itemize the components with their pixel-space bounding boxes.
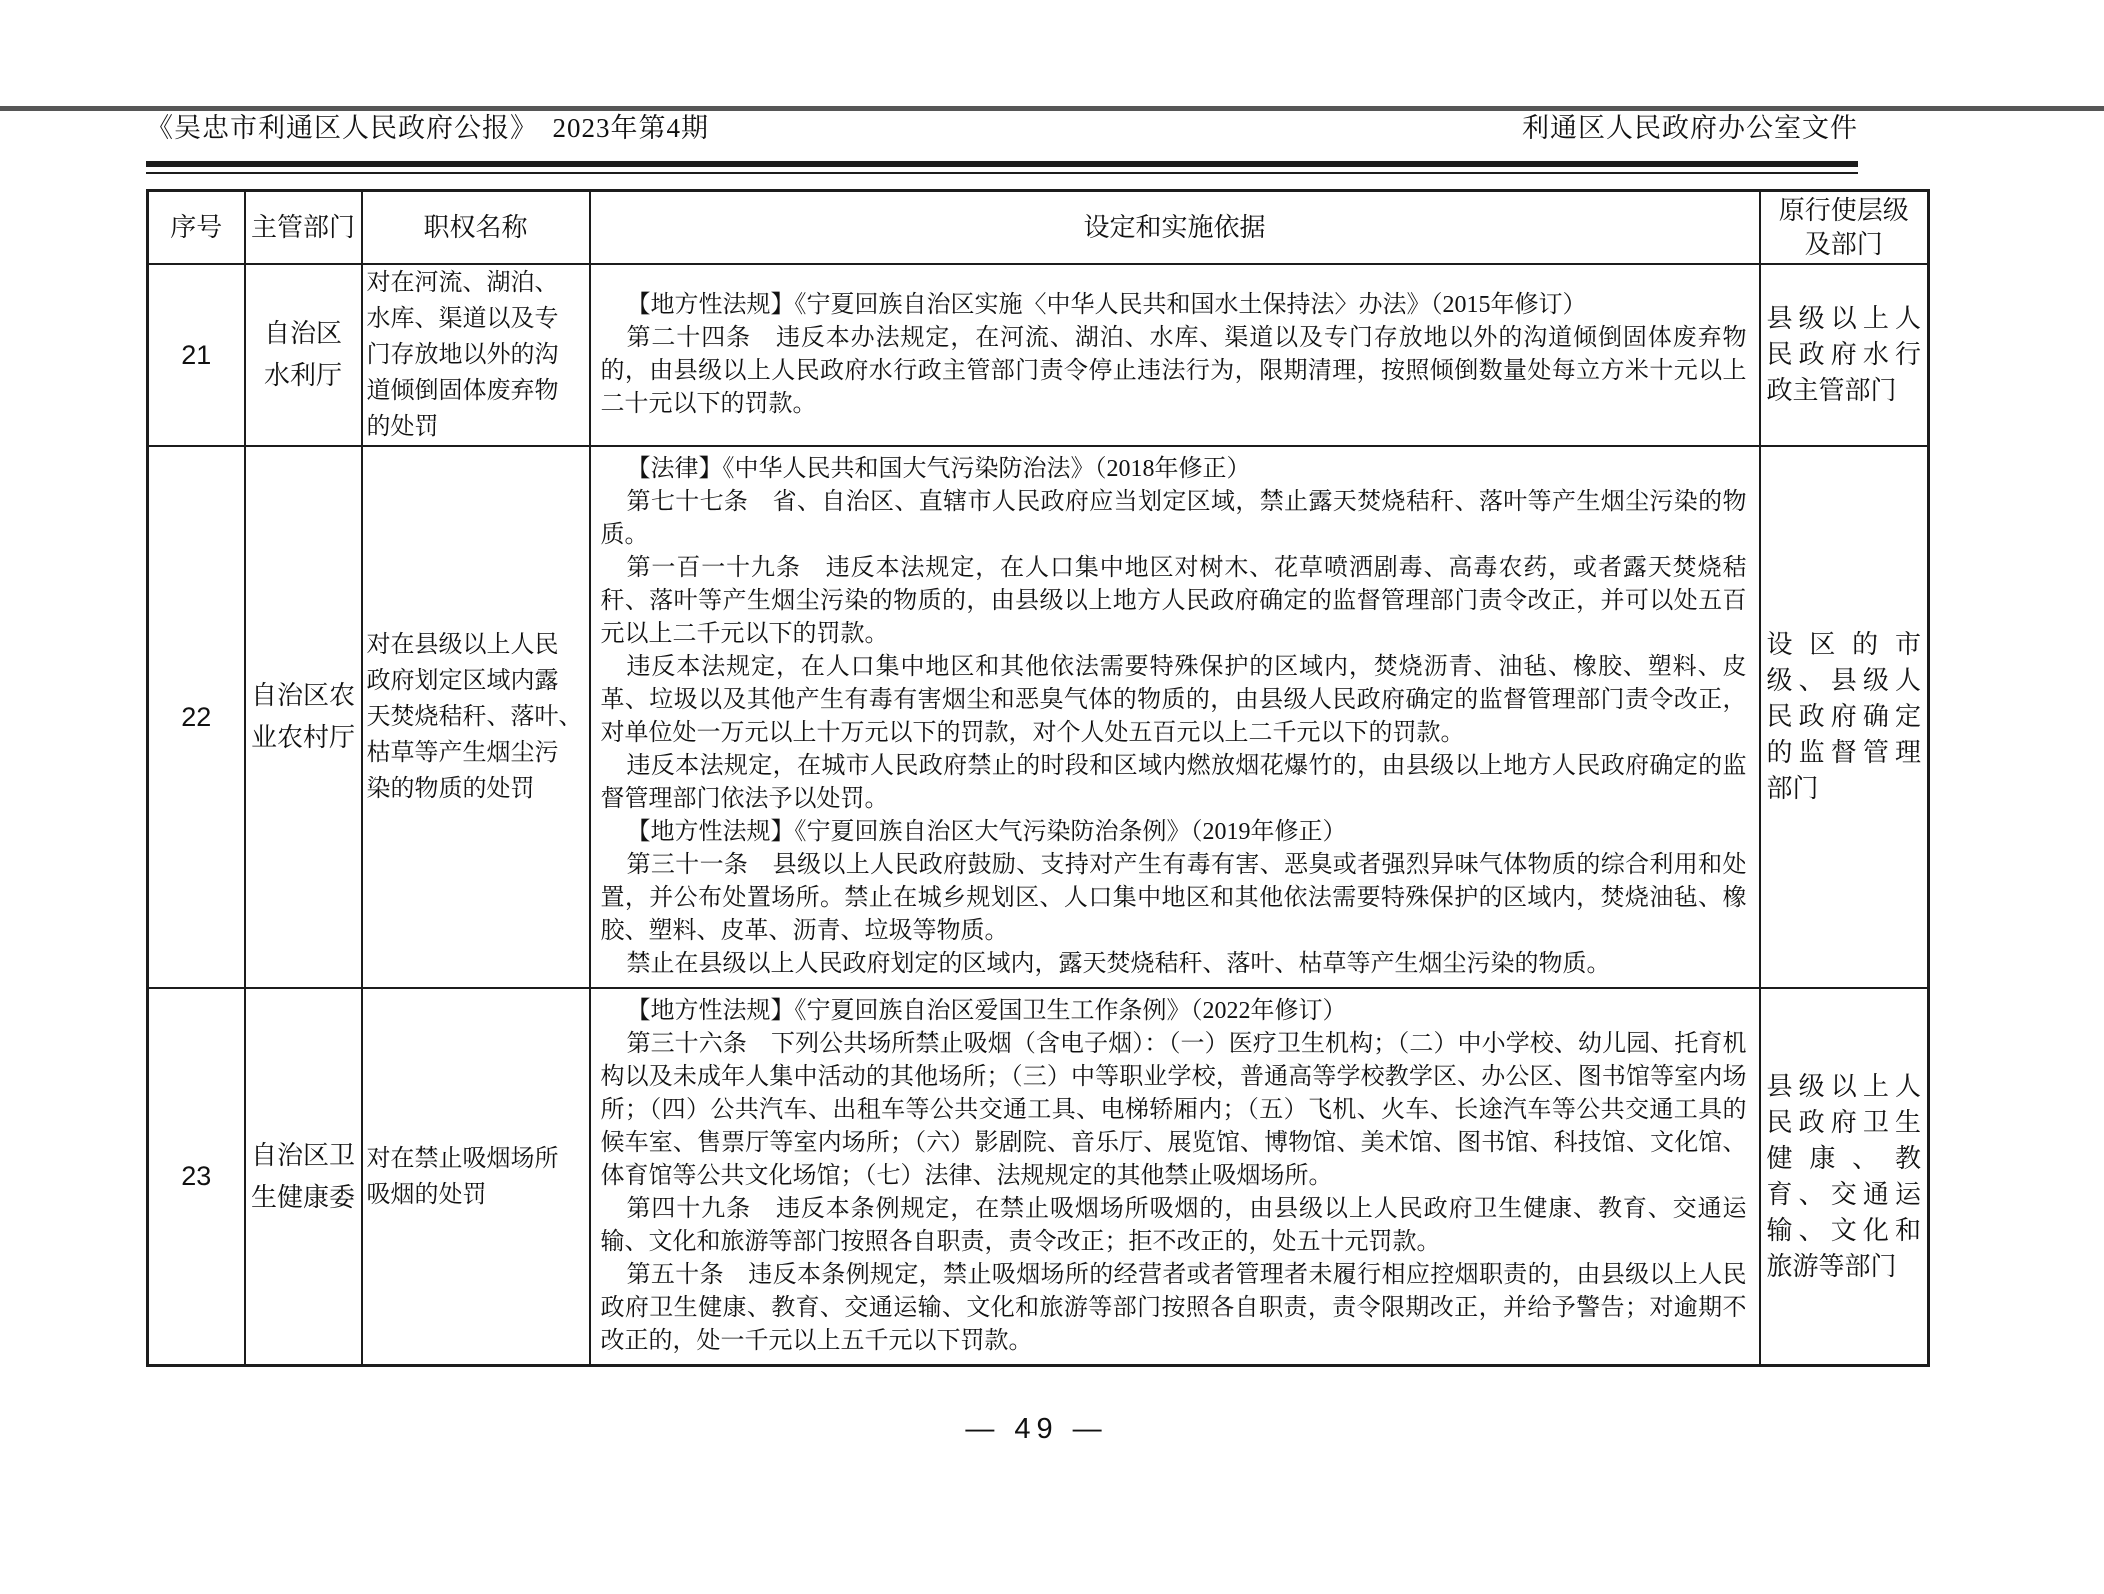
basis-paragraph: 【地方性法规】《宁夏回族自治区大气污染防治条例》（2019年修正）: [626, 819, 1347, 845]
row-department: 自治区 水利厅: [245, 264, 362, 446]
table-row: [148, 446, 1929, 988]
basis-paragraph: 第三十一条 县级以上人民政府鼓励、支持对产生有毒有害、恶臭或者强烈异味气体物质的综合利用和处置，并公布处置场所。禁止在城乡规划区、人口集中地区和其他依法需要特殊保护的区域内，焚烧油毡、橡胶、塑料、皮革、沥青、垃圾等物质。: [600, 852, 1747, 944]
column-header-original-level: 原行使层级 及部门: [1760, 191, 1929, 265]
header-divider-thin-line: [146, 172, 1858, 174]
page-number: — 49 —: [965, 1413, 1108, 1445]
row-department: 自治区农 业农村厅: [245, 446, 362, 988]
header-divider: [146, 161, 1858, 174]
basis-paragraph: 违反本法规定，在城市人民政府禁止的时段和区域内燃放烟花爆竹的，由县级以上地方人民政府确定的监督管理部门依法予以处罚。: [600, 753, 1747, 812]
column-header-department: 主管部门: [245, 191, 362, 265]
table-row: [148, 264, 1929, 446]
row-no: 23: [148, 988, 245, 1366]
basis-paragraph: 第四十九条 违反本条例规定，在禁止吸烟场所吸烟的，由县级以上人民政府卫生健康、教育、交通运输、文化和旅游等部门按照各自职责，责令改正；拒不改正的，处五十元罚款。: [600, 1196, 1747, 1255]
table-row: [148, 988, 1929, 1366]
gazette-title: 《吴忠市利通区人民政府公报》 2023年第4期: [146, 113, 709, 143]
row-original-level: 县级以上人民政府水行政主管部门: [1760, 264, 1929, 446]
row-basis: [590, 988, 1760, 1366]
basis-paragraph: 第七十七条 省、自治区、直辖市人民政府应当划定区域，禁止露天焚烧秸秆、落叶等产生烟尘污染的物质。: [600, 489, 1747, 548]
column-header-basis: 设定和实施依据: [590, 191, 1760, 265]
basis-paragraph: 【地方性法规】《宁夏回族自治区爱国卫生工作条例》（2022年修订）: [626, 998, 1347, 1024]
basis-paragraph: 禁止在县级以上人民政府划定的区域内，露天焚烧秸秆、落叶、枯草等产生烟尘污染的物质。: [626, 951, 1611, 977]
row-power-name: 对在禁止吸烟场所 吸烟的处罚: [362, 988, 590, 1366]
scan-top-edge: [0, 106, 2104, 111]
row-no: 21: [148, 264, 245, 446]
row-power-name: 对在县级以上人民 政府划定区域内露 天焚烧秸秆、落叶、 枯草等产生烟尘污 染的物质的处罚: [362, 446, 590, 988]
row-basis: [590, 264, 1760, 446]
basis-paragraph: 违反本法规定，在人口集中地区和其他依法需要特殊保护的区域内，焚烧沥青、油毡、橡胶、塑料、皮革、垃圾以及其他产生有毒有害烟尘和恶臭气体的物质的，由县级人民政府确定的监督管理部门责令改正，对单位处一万元以上十万元以下的罚款，对个人处五百元以上二千元以下的罚款。: [600, 654, 1747, 746]
basis-paragraph: 第二十四条 违反本办法规定，在河流、湖泊、水库、渠道以及专门存放地以外的沟道倾倒固体废弃物的，由县级以上人民政府水行政主管部门责令停止违法行为，限期清理，按照倾倒数量处每立方米十元以上二十元以下的罚款。: [600, 325, 1747, 417]
basis-paragraph: 第五十条 违反本条例规定，禁止吸烟场所的经营者或者管理者未履行相应控烟职责的，由县级以上人民政府卫生健康、教育、交通运输、文化和旅游等部门按照各自职责，责令限期改正，并给予警告；对逾期不改正的，处一千元以上五千元以下罚款。: [600, 1262, 1747, 1354]
row-no: 22: [148, 446, 245, 988]
page-header: [146, 106, 1858, 145]
basis-paragraph: 【法律】《中华人民共和国大气污染防治法》（2018年修正）: [626, 456, 1251, 482]
basis-paragraph: 第一百一十九条 违反本法规定，在人口集中地区对树木、花草喷洒剧毒、高毒农药，或者露天焚烧秸秆、落叶等产生烟尘污染的物质的，由县级以上地方人民政府确定的监督管理部门责令改正，并可以处五百元以上二千元以下的罚款。: [600, 555, 1747, 647]
issuing-office-label: 利通区人民政府办公室文件: [1522, 113, 1858, 143]
row-power-name: 对在河流、湖泊、 水库、渠道以及专 门存放地以外的沟 道倾倒固体废弃物 的处罚: [362, 264, 590, 446]
column-header-power-name: 职权名称: [362, 191, 590, 265]
table-header-row: [148, 191, 1929, 265]
row-original-level: 县级以上人民政府卫生健康、教育、交通运输、文化和旅游等部门: [1760, 988, 1929, 1366]
basis-paragraph: 第三十六条 下列公共场所禁止吸烟（含电子烟）：（一）医疗卫生机构；（二）中小学校、幼儿园、托育机构以及未成年人集中活动的其他场所；（三）中等职业学校，普通高等学校教学区、办公区、图书馆等室内场所；（四）公共汽车、出租车等公共交通工具、电梯轿厢内；（五）飞机、火车、长途汽车等公共交通工具的候车室、售票厅等室内场所；（六）影剧院、音乐厅、展览馆、博物馆、美术馆、图书馆、科技馆、文化馆、体育馆等公共文化场馆；（七）法律、法规规定的其他禁止吸烟场所。: [600, 1031, 1747, 1189]
row-basis: [590, 446, 1760, 988]
basis-paragraph: 【地方性法规】《宁夏回族自治区实施〈中华人民共和国水土保持法〉办法》（2015年修订）: [626, 292, 1587, 318]
row-department: 自治区卫 生健康委: [245, 988, 362, 1366]
column-header-no: 序号: [148, 191, 245, 265]
row-original-level: 设区的市级、县级人民政府确定的监督管理部门: [1760, 446, 1929, 988]
header-divider-thick-line: [146, 161, 1858, 167]
power-list-table: [146, 189, 1930, 1367]
